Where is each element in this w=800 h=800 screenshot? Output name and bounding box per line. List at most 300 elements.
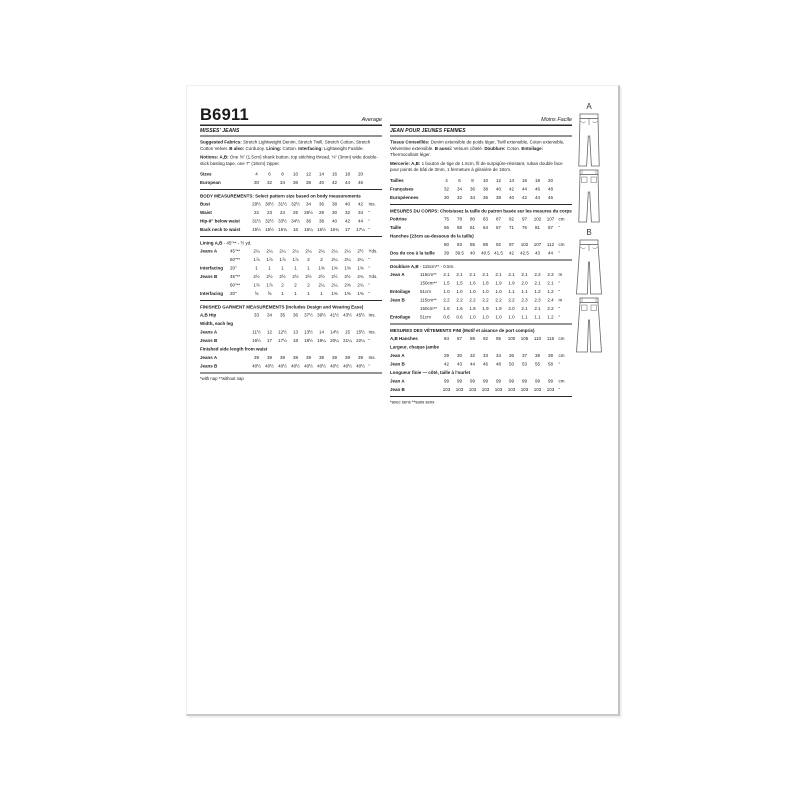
cell-val: 83 (483, 216, 489, 222)
cell-val: 26½ (304, 210, 313, 215)
cell-val: 37 (521, 352, 527, 358)
cell-val: 34 (357, 210, 363, 215)
cell-val: 2.3 (547, 271, 554, 277)
cell-unit: " (558, 280, 561, 286)
cell-val: 16¼ (304, 227, 313, 232)
cell-val: 1.2 (534, 288, 541, 294)
cell-val: 32 (267, 180, 273, 185)
cell-val: 17 (266, 338, 272, 343)
cell-val: 1.6 (443, 305, 450, 311)
cell-lbl: Jean B (390, 297, 405, 303)
cell-val: 99 (495, 378, 501, 384)
cell-val: 29½ (252, 201, 261, 207)
cell-val: 12 (266, 329, 272, 335)
cell-unit: " (558, 386, 561, 392)
divider (390, 323, 572, 324)
notions-paragraph-en: Notions: A,B: One ⅝" (1.5cm) shank button, top stitching thread, ⅛" (3mm) wide double-stick basting tape, one 7" (18cm) zipper. (200, 154, 378, 166)
cell-lbl: Bust (200, 201, 210, 207)
cell-lbl: Jean B (390, 361, 405, 367)
yardage-table-fr (390, 270, 571, 321)
cell-val: 1⅞ (292, 257, 299, 262)
cell-val: 14½ (330, 329, 339, 335)
french-header (390, 102, 572, 123)
cell-val: 6 (268, 171, 271, 177)
cell-val: 40½ (265, 363, 274, 369)
cell-unit: " (558, 288, 561, 294)
cell-unit: Ins. (368, 355, 376, 360)
cell-lbl: Entoilage (390, 288, 411, 294)
table-row (200, 362, 381, 371)
cell-val: 40½ (343, 363, 352, 369)
divider (390, 396, 572, 397)
cell-val: 64 (483, 224, 489, 230)
table-row (200, 264, 381, 273)
cell-val: 15 (344, 329, 350, 335)
cell-val: 2¼ (305, 248, 312, 254)
cell-unit: " (558, 224, 561, 230)
cell-val: 38 (306, 180, 312, 185)
cell-val: 1⅞ (279, 257, 286, 262)
cell-val: 1.8 (469, 305, 476, 311)
cell-val: 39 (547, 352, 553, 358)
cell-val: 34 (495, 352, 501, 358)
cell-val: 35 (279, 312, 285, 318)
inline-bold-label: Suggested Fabrics: (200, 139, 242, 145)
cell-val: 1.0 (482, 288, 489, 294)
table-row (390, 360, 571, 369)
cell-val: 44 (535, 194, 541, 200)
table-row (200, 170, 381, 179)
cell-val: 2½ (357, 248, 364, 254)
table-row (390, 304, 571, 313)
cell-val: 38 (483, 186, 489, 192)
cell-val: 2¾ (357, 282, 364, 288)
cell-lbl: Jean A (390, 378, 405, 384)
cell-val: 38 (318, 218, 324, 224)
divider (390, 259, 572, 260)
cell-val: 92 (509, 216, 515, 222)
cell-val: 1.5 (443, 280, 450, 286)
table-row (390, 368, 571, 377)
cell-unit: " (368, 291, 371, 296)
cell-val: 2¾ (357, 274, 364, 279)
cell-val: 42 (332, 180, 338, 185)
cell-val: 2¼ (318, 248, 325, 254)
cell-val: 32 (344, 210, 350, 215)
cell-val: 28 (318, 210, 324, 215)
cell-val: 103 (546, 386, 555, 392)
cell-unit: m (558, 271, 563, 277)
fabrics-paragraph-en: Suggested Fabrics: Stretch Lightweight Denim, Stretch Twill, Stretch Cotton, Stretch Cotton Velvet. B also: Corduroy. Lining: Cotton. Interfacing: Lightweight Fusible. (200, 139, 371, 151)
pattern-envelope-back (186, 85, 620, 716)
cell-val: 58 (457, 224, 463, 230)
cell-val: 44 (345, 180, 351, 185)
cell-val: 39 (344, 355, 350, 360)
cell-val: 103 (481, 386, 490, 392)
cell-val: 39 (318, 355, 324, 360)
cell-val: 2¼ (253, 248, 260, 254)
cell-val: 2.1 (469, 271, 476, 277)
cell-val: 43 (535, 250, 541, 256)
divider (390, 136, 572, 137)
cell-val: 40½ (304, 363, 313, 369)
french-column (390, 102, 575, 707)
cell-lbl (390, 240, 440, 249)
cell-val: 2¼ (344, 257, 351, 262)
cell-val: 2.1 (547, 280, 554, 286)
cell-val: 40½ (330, 363, 339, 369)
cell-val: 2.3 (534, 297, 541, 303)
cell-val: 2.3 (521, 297, 528, 303)
cell-val: 55 (534, 361, 540, 367)
cell-lbl: A,B Hanches (390, 335, 418, 341)
cell-val: 1.9 (495, 305, 502, 311)
cell-val: 83 (457, 241, 463, 247)
table-row (390, 296, 571, 305)
cell-val: 30 (456, 352, 462, 358)
cell-val: 2.2 (443, 297, 450, 303)
cell-val: 2.0 (521, 280, 528, 286)
cell-val: 112 (546, 241, 555, 247)
cell-val: 16¾ (330, 227, 339, 232)
cell-val: 1.1 (521, 314, 528, 320)
cell-val: 1⅜ (331, 291, 338, 296)
cell-val: 38 (331, 201, 337, 207)
cell-val: 34 (266, 312, 272, 318)
cell-lbl: Poitrine (390, 216, 407, 222)
cell-val: 24 (279, 210, 285, 215)
cell-lbl: Largeur, chaque jambe (390, 344, 440, 350)
cell-lbl (200, 256, 230, 265)
cell-val: 16 (522, 177, 528, 183)
cell-val: 15½ (356, 329, 365, 335)
cell-val: 22 (253, 210, 259, 215)
cell-val: 2.0 (508, 305, 515, 311)
cell-val: 34 (305, 201, 311, 207)
table-row (390, 343, 571, 352)
cell-val: 37½ (304, 312, 313, 318)
cell-sub: 60"** (230, 282, 241, 288)
cell-val: 103 (455, 386, 464, 392)
cell-val: 2.2 (469, 297, 476, 303)
divider (200, 189, 382, 190)
cell-val: 103 (520, 386, 529, 392)
body-measurements-header-fr: MESURES DU CORPS: Choisissez la taille du patron basée sur les mesures du corps (390, 208, 572, 214)
cell-val: 1⅜ (357, 265, 364, 271)
cell-val: 2.1 (508, 271, 515, 277)
cell-val: 2¼ (331, 248, 338, 254)
cell-lbl: Jean A (390, 271, 405, 277)
cell-val: 97 (522, 216, 528, 222)
cell-val: 1⅜ (331, 265, 338, 271)
cell-lbl: Jeans A (200, 329, 218, 335)
cell-val: 1.6 (469, 280, 476, 286)
cell-val: 38 (534, 352, 540, 358)
inline-bold-label: Mercerie: A,B: (390, 160, 421, 166)
table-row (390, 287, 571, 296)
cell-val: 31½ (278, 201, 287, 207)
table-row (390, 240, 571, 249)
cell-val: 33½ (278, 218, 287, 224)
cell-val: 2.2 (534, 271, 541, 277)
cell-val: 1.9 (482, 305, 489, 311)
cell-val: 20¼ (330, 338, 339, 343)
cell-val: 2.2 (547, 305, 554, 311)
cell-val: 16½ (252, 338, 261, 343)
cell-val: 2.2 (508, 297, 515, 303)
cell-val: 53 (521, 361, 527, 367)
cell-val: ⅝ (267, 291, 272, 296)
cell-val: 0.6 (443, 314, 450, 320)
cell-val: 100 (507, 335, 516, 341)
cell-val: 1.9 (508, 280, 515, 286)
cell-val: 78 (457, 216, 463, 222)
cell-lbl: Finished side length from waist (200, 346, 268, 352)
cell-val: 18½ (304, 338, 313, 343)
table-row (390, 193, 571, 202)
cell-val: 36 (470, 186, 476, 192)
cell-unit: Ins. (368, 329, 376, 335)
cell-val: 58 (547, 361, 553, 367)
cell-lbl: Waist (200, 210, 212, 215)
cell-val: 18 (345, 171, 351, 177)
cell-val: 80 (470, 216, 476, 222)
table-row (390, 334, 571, 343)
cell-val: 1 (281, 265, 284, 271)
cell-unit: " (558, 361, 561, 367)
cell-val: 43½ (343, 312, 352, 318)
cell-val: 42 (522, 194, 528, 200)
table-row (200, 200, 381, 209)
inline-bold-label: Doublure: (484, 145, 506, 151)
cell-sub: 150cm** (420, 280, 438, 286)
cell-lbl: Back neck to waist (200, 227, 241, 232)
cell-val: 1.5 (456, 280, 463, 286)
difficulty-label-en: Average (361, 116, 382, 123)
cell-val: 2.1 (443, 271, 450, 277)
lining-line-fr: Doublure A,B - 115cm** - 0.5m. (390, 263, 455, 269)
cell-val: 2¼ (331, 257, 338, 262)
divider (390, 125, 572, 127)
cell-val: 103 (442, 386, 451, 392)
cell-unit: " (368, 210, 371, 215)
cell-val: 41½ (330, 312, 339, 318)
cell-val: 12 (306, 171, 312, 177)
cell-val: 2¼ (279, 248, 286, 254)
cell-sub: 115cm** (420, 297, 437, 303)
table-row (200, 328, 381, 337)
finished-measurements-table-en (200, 311, 381, 371)
cell-val: 42 (509, 186, 515, 192)
cell-val: 67 (496, 224, 502, 230)
cell-lbl: Jeans B (200, 363, 218, 369)
cell-lbl: Tailles (390, 177, 404, 183)
cell-val: 2.1 (482, 271, 489, 277)
table-row (200, 354, 381, 363)
cell-val: 16 (292, 227, 298, 232)
cell-val: 36 (293, 180, 299, 185)
cell-val: 45½ (356, 312, 365, 318)
cell-val: 1.0 (443, 288, 450, 294)
cell-unit (367, 170, 381, 179)
cell-val: 2¼ (318, 282, 325, 288)
cell-sub: 20" (230, 265, 237, 271)
cell-val: 14 (509, 177, 515, 183)
cell-val: 32 (457, 194, 463, 200)
cell-val: 32 (469, 352, 475, 358)
inline-bold-label: B aussi: (434, 145, 453, 151)
cell-val: 39 (305, 355, 311, 360)
cell-val: 102 (520, 241, 529, 247)
fabrics-paragraph-fr: Tissus Conseillés: Denim extensible de poids léger, Twill extensible, Coton extensible, Velventine extensible. B aussi: Velours côtelé. Doublure: Coton. Entoilage: Thermocollant léger. (390, 139, 565, 157)
cell-lbl: Jeans A (200, 355, 218, 360)
yardage-table-en (200, 247, 381, 298)
finished-measurements-header-en: FINISHED GARMENT MEASUREMENTS (Includes Design and Wearing Ease) (200, 304, 364, 310)
cell-sub: 51cm (420, 314, 432, 320)
cell-val: 1⅜ (357, 291, 364, 296)
cell-val: 1.2 (547, 288, 554, 294)
pattern-number: B6911 (200, 105, 249, 124)
table-row (390, 313, 571, 322)
cell-val: 1.8 (482, 280, 489, 286)
cell-val: 99 (443, 378, 449, 384)
cell-val: 80 (444, 241, 450, 247)
table-row (200, 311, 381, 320)
cell-val: 2.1 (521, 305, 528, 311)
cell-lbl (390, 279, 420, 288)
cell-val: 1.0 (469, 288, 476, 294)
difficulty-label-fr: Moins Facile (541, 116, 572, 123)
cell-val: 103 (507, 386, 516, 392)
cell-val: 29 (443, 352, 449, 358)
cell-val: 42 (344, 218, 350, 224)
cell-val: 1.9 (495, 280, 502, 286)
cell-val: 18 (292, 338, 298, 343)
cell-sub: 115cm** (420, 271, 437, 277)
cell-val: 1.0 (482, 314, 489, 320)
cell-lbl: Interfacing (200, 265, 224, 271)
cell-val: 12½ (278, 329, 287, 335)
inline-bold-label: Notions: A,B: (200, 154, 229, 160)
table-row (200, 179, 381, 188)
cell-val: 46 (535, 186, 541, 192)
cell-val: 20 (548, 177, 554, 183)
cell-val: 2 (307, 257, 310, 262)
cell-val: 40 (319, 180, 325, 185)
cell-lbl: Françaises (390, 186, 414, 192)
cell-val: 14 (319, 171, 325, 177)
cell-val: 6 (458, 177, 461, 183)
cell-lbl (390, 304, 420, 313)
cell-val: 95 (495, 335, 501, 341)
view-a-label: A (586, 102, 592, 111)
divider (200, 236, 382, 237)
cell-val: 4 (445, 177, 448, 183)
cell-val: 41.5 (494, 250, 503, 256)
cell-val: 92 (496, 241, 502, 247)
cell-val: 2 (281, 282, 284, 288)
finished-measurements-header-fr: MESURES DES VÊTEMENTS FINI (Motif et aisance de port compris) (390, 327, 535, 333)
cell-val: 10 (483, 177, 489, 183)
cell-val: 2¼ (292, 248, 299, 254)
cell-val: 2.2 (482, 297, 489, 303)
cell-val: 42 (443, 361, 449, 367)
cell-val: 105 (520, 335, 529, 341)
cell-lbl: Jean A (390, 352, 405, 358)
cell-val: 102 (533, 216, 542, 222)
cell-val: 44 (522, 186, 528, 192)
cell-lbl: Jeans A (200, 248, 218, 254)
cell-val: 1.0 (456, 288, 463, 294)
cell-val: 103 (468, 386, 477, 392)
cell-val: 16½ (317, 227, 326, 232)
cell-val: 61 (470, 224, 476, 230)
english-header (200, 102, 382, 123)
english-column (200, 102, 385, 660)
cell-val: 2½ (331, 274, 338, 279)
table-row (390, 176, 571, 185)
notions-paragraph-fr: Mercerie: A,B: 1 bouton de tige de 1.5cm, fil de surpiqûre-résistant, ruban double face pour points de bâti de 3mm, 1 fermeture à glissière de 18cm. (390, 160, 563, 172)
cell-val: 2.1 (456, 271, 463, 277)
inline-bold-label: Lining A,B (200, 240, 223, 246)
table-row (390, 270, 571, 279)
table-row (200, 226, 381, 235)
cell-val: 2.4 (547, 297, 554, 303)
cell-val: 40 (331, 218, 337, 224)
cell-val: 17¼ (356, 227, 365, 232)
table-row (200, 320, 381, 329)
cell-unit: Ins. (368, 201, 376, 207)
cell-val: 13 (292, 329, 298, 335)
cell-unit: " (368, 218, 371, 224)
cell-val: 30 (254, 180, 260, 185)
cell-sub: 51cm (420, 288, 432, 294)
table-row (200, 281, 381, 290)
cell-val: 110 (533, 335, 542, 341)
cell-val: 107 (533, 241, 542, 247)
cell-unit: cm (558, 216, 565, 222)
cell-val: 40½ (252, 363, 261, 369)
view-b-label: B (586, 228, 592, 237)
cell-unit: " (558, 314, 561, 320)
cell-val: 42 (509, 250, 515, 256)
cell-val: 34½ (291, 218, 300, 224)
cell-val: 19¼ (317, 338, 326, 343)
cell-val: 43 (456, 361, 462, 367)
cell-val: 2½ (305, 274, 312, 279)
cell-val: 2.2 (495, 297, 502, 303)
cell-val: 99 (521, 378, 527, 384)
cell-val: 11½ (252, 329, 261, 335)
cell-val: 39 (253, 355, 259, 360)
cell-val: 39 (292, 355, 298, 360)
cell-val: 2.1 (534, 305, 541, 311)
cell-val: 40.5 (481, 250, 490, 256)
cell-unit: m (558, 297, 563, 303)
cell-val: 31½ (252, 218, 261, 224)
table-row (390, 385, 571, 394)
jeans-a-front-illustration-icon (569, 112, 609, 168)
cell-val: 2.1 (521, 271, 528, 277)
cell-val: 36 (483, 194, 489, 200)
cell-val: 107 (546, 216, 555, 222)
cell-lbl: Hanches (23cm au-dessous de la taille) (390, 233, 474, 239)
cell-val: 44 (469, 361, 475, 367)
cell-val: 36 (292, 312, 298, 318)
cell-val: 2½ (253, 274, 260, 279)
cell-val: 4 (255, 171, 258, 177)
cell-val: 99 (469, 378, 475, 384)
